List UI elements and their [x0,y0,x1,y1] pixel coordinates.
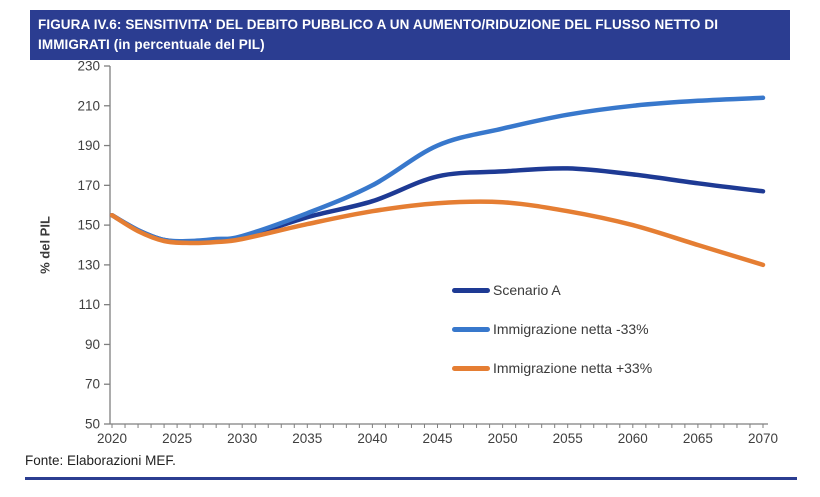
y-tick-label: 190 [77,138,100,154]
y-tick-label: 70 [84,376,100,392]
y-tick-label: 110 [78,297,100,313]
y-tick-label: 150 [77,217,100,233]
y-tick-label: 90 [84,336,100,352]
x-tick-label: 2025 [162,431,193,446]
y-tick-label: 50 [84,416,100,432]
legend-item-immigrazione-netta-plus-33 [452,358,652,378]
x-tick-label: 2055 [552,431,583,446]
legend-label-scenario-a: Scenario A [493,282,561,298]
figure-title: FIGURA IV.6: SENSITIVITA' DEL DEBITO PUBBLICO A UN AUMENTO/RIDUZIONE DEL FLUSSO NETTO DI IMMIGRATI (in percentuale del PIL) [38,17,719,52]
legend-label-immigrazione-netta-minus-33: Immigrazione netta -33% [493,321,649,337]
y-tick-label: 230 [77,58,100,74]
series-line-immigrazione-netta-33 [112,202,763,265]
x-tick-label: 2040 [357,431,388,446]
y-tick-label: 170 [77,177,100,193]
x-tick-label: 2060 [617,431,648,446]
x-tick-label: 2020 [96,431,128,446]
x-tick-label: 2065 [682,431,713,446]
y-tick-label: 210 [77,98,100,114]
x-tick-label: 2030 [227,431,258,446]
series-line-immigrazione-netta-33 [112,98,763,241]
bottom-rule [25,477,797,480]
chart-legend [452,280,652,397]
immigrazione-netta-plus-33-line-swatch [452,366,490,371]
x-tick-label: 2045 [422,431,453,446]
legend-item-scenario-a [452,280,652,300]
legend-item-immigrazione-netta-minus-33 [452,319,652,339]
legend-label-immigrazione-netta-plus-33: Immigrazione netta +33% [493,360,653,376]
x-tick-label: 2050 [487,431,518,446]
source-note: Fonte: Elaborazioni MEF. [25,453,176,468]
scenario-a-line-swatch [452,288,490,293]
x-tick-label: 2035 [292,431,323,446]
y-axis-title: % del PIL [37,216,53,274]
y-tick-label: 130 [77,257,100,273]
x-tick-label: 2070 [747,431,779,446]
immigrazione-netta-minus-33-line-swatch [452,327,490,332]
